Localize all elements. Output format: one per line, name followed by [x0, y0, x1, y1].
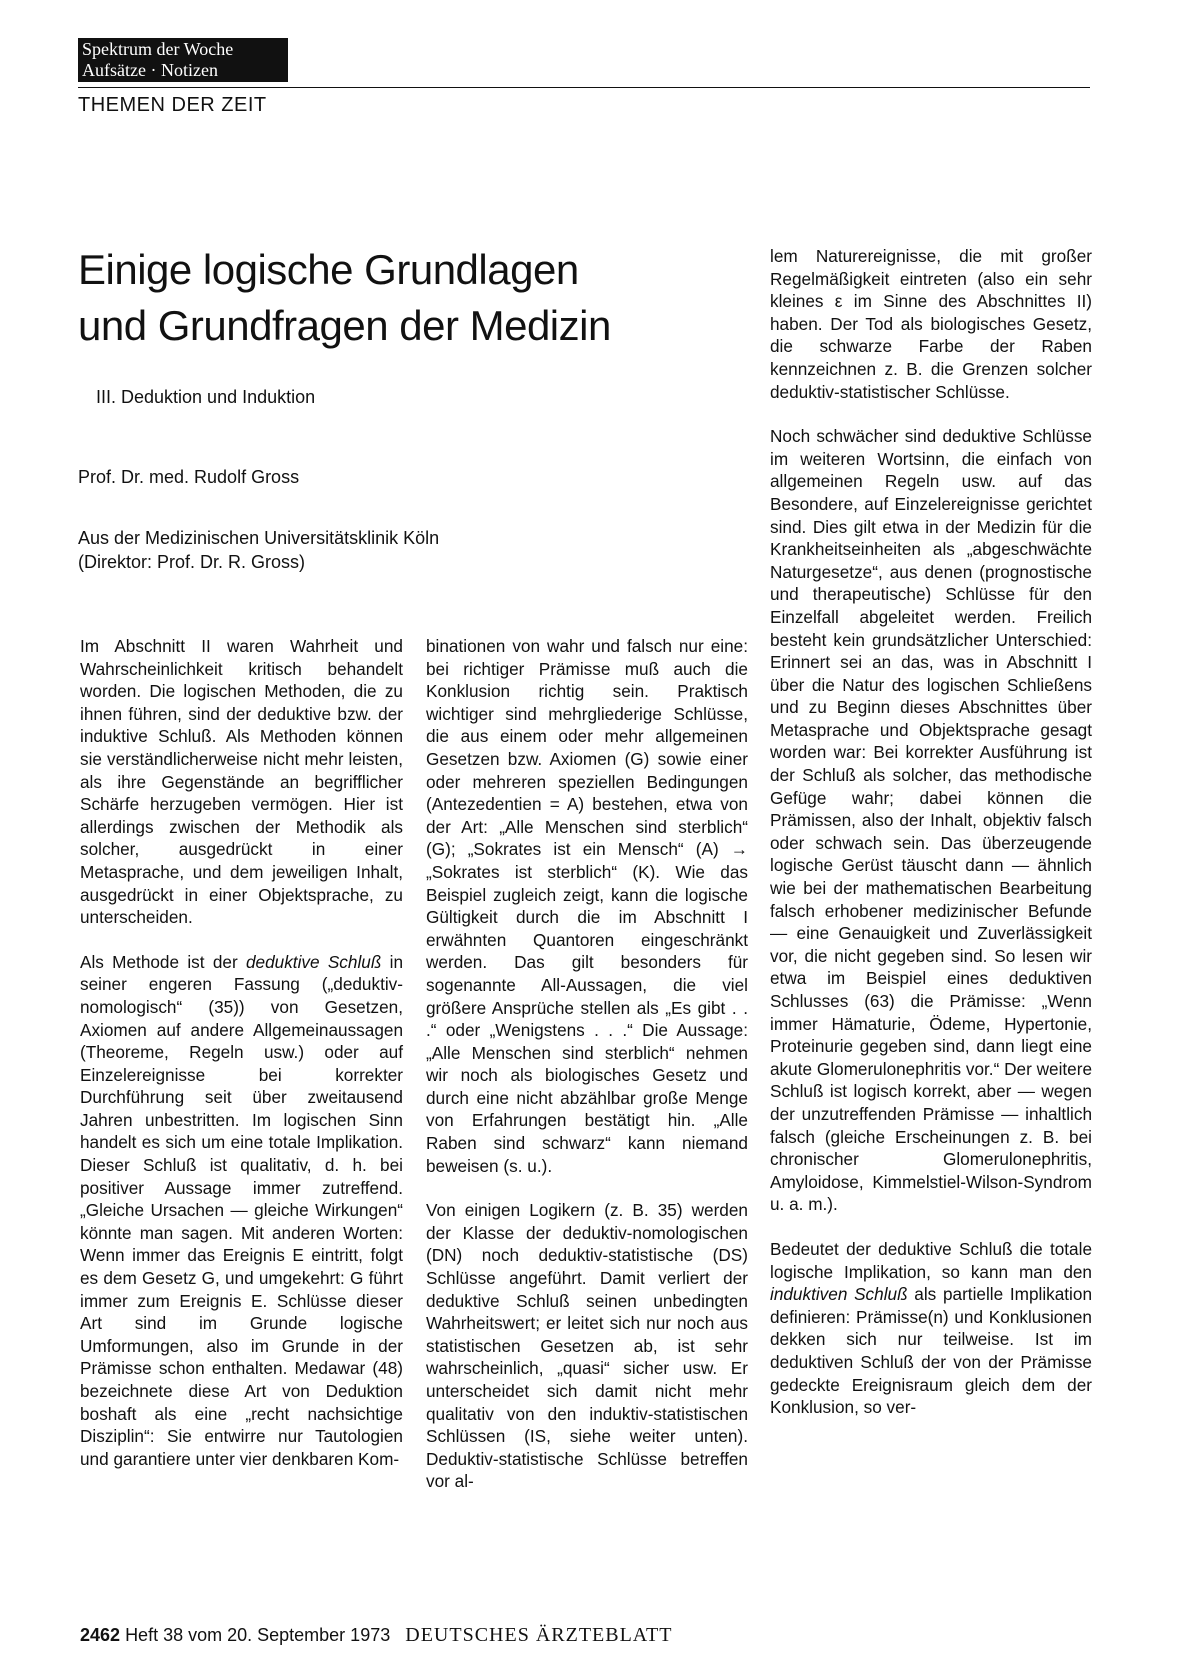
- paragraph: [80, 951, 403, 1471]
- page-footer: [80, 1623, 672, 1647]
- paragraph: Noch schwächer sind deduktive Schlüsse im weiteren Wortsinn, die einfach von allgemeinen Regeln usw. auf das Besondere, auf Einzelereignisse gerichtet sind. Dies gilt etwa in der Medizin für die Krankheitseinheiten als „abgeschwächte Naturgesetze“, aus denen (prognostische und therapeutische) Schlüsse für den Einzelfall abgeleitet werden. Freilich besteht kein grundsätzlicher Unterschied: Erinnert sei an das, was in Abschnitt I über die Natur des logischen Schließens und zu Beginn dieses Abschnittes über Metasprache und Objektsprache gesagt worden war: Bei korrekter Ausführung ist der Schluß als solcher, das methodische Gefüge wahr; dabei können die Prämissen, also der Inhalt, objektiv falsch oder schwach sein. Das überzeugende logische Gerüst täuscht dann — ähnlich wie bei der mathematischen Bearbeitung falsch erhobener medizinischer Befunde — eine Genauigkeit und Zuverlässigkeit vor, die nicht gegeben sind. So lesen wir etwa im Beispiel eines deduktiven Schlusses (63) die Prämisse: „Wenn immer Hämaturie, Ödeme, Hypertonie, Proteinurie gegeben sind, dann liegt eine akute Glomerulonephritis vor.“ Der weitere Schluß ist logisch korrekt, aber — wegen der unzutreffenden Prämisse — inhaltlich falsch (gleiche Erscheinungen z. B. bei chronischer Glomerulonephritis, Amyloidose, Kimmelstiel-Wilson-Syndrom u. a. m.).: [770, 426, 1092, 1215]
- affiliation: [78, 526, 439, 574]
- paragraph: Von einigen Logikern (z. B. 35) werden der Klasse der deduktiv-nomologischen (DN) noch deduktiv-statistische (DS) Schlüsse angeführt. Damit verliert der deduktive Schluß seinen unbedingten Wahrheitswert; er leitet sich nur noch aus statistischen Gesetzen ab, ist sehr wahrscheinlich, „quasi“ sicher usw. Er unterscheidet sich damit nicht mehr qualitativ von den induktiv-statistischen Schlüssen (IS, siehe weiter unten). Deduktiv-statistische Schlüsse betreffen vor al-: [426, 1200, 748, 1492]
- section-tag-line2: Aufsätze · Notizen: [82, 60, 218, 80]
- issue-info: Heft 38 vom 20. September 1973: [125, 1625, 391, 1645]
- body-column-3: [770, 245, 1092, 1441]
- paragraph: binationen von wahr und falsch nur eine: bei richtiger Prämisse muß auch die Konklusion richtig sein. Praktisch wichtiger sind mehrgliederige Schlüsse, die aus einem oder mehr allgemeinen Gesetzen bzw. Axiomen (G) sowie einer oder mehreren speziellen Bedingungen (Antezedentien = A) bestehen, etwa von der Art: „Alle Menschen sind sterblich“ (G); „Sokrates ist ein Mensch“ (A) → „Sokrates ist sterblich“ (K). Wie das Beispiel zugleich zeigt, kann die logische Gültigkeit durch die im Abschnitt I erwähnten Quantoren eingeschränkt werden. Das gilt besonders für sogenannte All-Aussagen, die viel größere Ansprüche stellen als „Es gibt . . .“ oder „Wenigstens . . .“ Die Aussage: „Alle Menschen sind sterblich“ nehmen wir noch als biologisches Gesetz und durch eine nicht abzählbar große Menge von Erfahrungen bestätigt hin. „Alle Raben sind schwarz“ kann niemand beweisen (s. u.).: [426, 636, 748, 1176]
- emphasis-term: induktiven Schluß: [770, 1284, 908, 1305]
- section-tag: [78, 38, 288, 82]
- page-number: 2462: [80, 1625, 121, 1645]
- title-line-1: Einige logische Grundlagen: [78, 246, 579, 293]
- body-column-2: [426, 635, 748, 1515]
- rubric: THEMEN DER ZEIT: [78, 94, 267, 116]
- affiliation-line-1: Aus der Medizinischen Universitätsklinik Köln: [78, 528, 440, 548]
- paragraph: Im Abschnitt II waren Wahrheit und Wahrscheinlichkeit kritisch behandelt worden. Die logischen Methoden, die zu ihnen führen, sind der deduktive bzw. der induktive Schluß. Als Methoden können sie verständlicherweise nicht mehr leisten, als ihre Gegenstände an begrifflicher Schärfe herzugeben vermögen. Hier ist allerdings zwischen der Methodik als solcher, ausgedrückt in einer Metasprache, und dem jeweiligen Inhalt, ausgedrückt in einer Objektsprache, zu unterscheiden.: [80, 636, 403, 928]
- affiliation-line-2: (Direktor: Prof. Dr. R. Gross): [78, 552, 306, 572]
- body-column-1: [80, 635, 403, 1492]
- author: Prof. Dr. med. Rudolf Gross: [78, 467, 300, 487]
- article-subtitle: III. Deduktion und Induktion: [96, 387, 316, 407]
- text-run: als partielle Implikation definieren: Prämisse(n) und Konklusionen dekken sich nur teilweise. Ist im deduktiven Schluß der von der Prämisse gedeckte Ereignisraum gleich dem der Konklusion, so ver-: [770, 1284, 1092, 1418]
- journal-masthead: DEUTSCHES ÄRZTEBLATT: [405, 1624, 673, 1646]
- paragraph: [770, 1238, 1092, 1419]
- title-line-2: und Grundfragen der Medizin: [78, 302, 611, 349]
- header-rule: [78, 87, 1090, 88]
- text-run: Als Methode ist der: [80, 951, 246, 972]
- emphasis-term: deduktive Schluß: [245, 951, 382, 972]
- text-run: Bedeutet der deduktive Schluß die totale logische Implikation, so kann man den: [770, 1238, 1092, 1282]
- text-run: in seiner engeren Fassung („deduktiv-nomologisch“ (35)) von Gesetzen, Axiomen auf andere Allgemeinaussagen (Theoreme, Regeln usw.) oder auf Einzelereignisse bei korrekter Durchführung seit über zweitausend Jahren unbestritten. Im logischen Sinn handelt es sich um eine totale Implikation. Dieser Schluß ist qualitativ, d. h. bei positiver Aussage immer zutreffend. „Gleiche Ursachen — gleiche Wirkungen“ könnte man sagen. Mit anderen Worten: Wenn immer das Ereignis E eintritt, folgt es dem Gesetz G, und umgekehrt: G führt immer zum Ereignis E. Schlüsse dieser Art sind im Grunde logische Umformungen, also im Grunde in der Prämisse schon enthalten. Medawar (48) bezeichnete diese Art von Deduktion boshaft als eine „recht nachsichtige Disziplin“: Sie entwirre nur Tautologien und garantiere unter vier denkbaren Kom-: [80, 951, 403, 1469]
- paragraph: lem Naturereignisse, die mit großer Regelmäßigkeit eintreten (also ein sehr kleines ε im Sinne des Abschnittes II) haben. Der Tod als biologisches Gesetz, die schwarze Farbe der Raben kennzeichnen z. B. die Grenzen solcher deduktiv-statistischer Schlüsse.: [770, 246, 1092, 402]
- article-title: [78, 242, 718, 354]
- section-tag-line1: Spektrum der Woche: [82, 39, 234, 59]
